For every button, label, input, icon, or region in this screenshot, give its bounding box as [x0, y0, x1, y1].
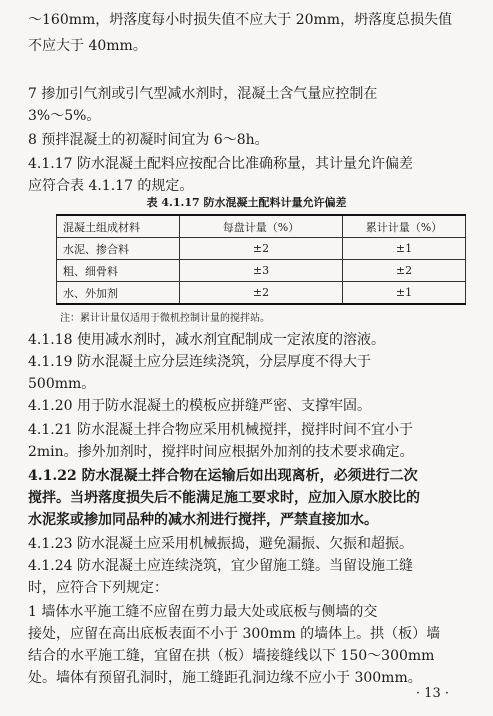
clause-4-1-19: 4.1.19 防水混凝土应分层连续浇筑，分层厚度不得大于 [28, 354, 371, 370]
clause-4-1-23: 4.1.23 防水混凝土应采用机械振捣，避免漏振、欠振和超振。 [28, 536, 413, 552]
text-line: 应符合表 4.1.17 的规定。 [28, 178, 194, 194]
table-cell: ±2 [180, 238, 343, 260]
clause-4-1-21: 4.1.21 防水混凝土拌合物应采用机械搅拌，搅拌时间不宜小于 [28, 422, 413, 438]
text-line: 1 墙体水平施工缝不应留在剪力最大处或底板与侧墙的交 [28, 604, 378, 620]
text-line: 500mm。 [28, 376, 96, 392]
table-row [57, 282, 466, 305]
column-header: 混凝土组成材料 [57, 215, 180, 238]
table-cell: ±1 [343, 238, 466, 260]
clause-4-1-20: 4.1.20 用于防水混凝土的模板应拼缝严密、支撑牢固。 [28, 398, 371, 414]
table-caption: 表 4.1.17 防水混凝土配料计量允许偏差 [146, 196, 347, 209]
text-line: 3%～5%。 [28, 108, 101, 124]
table-cell: 水、外加剂 [57, 282, 180, 305]
table-note: 注：累计计量仅适用于微机控制计量的搅拌站。 [60, 313, 270, 324]
clause-4-1-22: 4.1.22 防水混凝土拌合物在运输后如出现离析，必须进行二次 [28, 468, 418, 484]
column-header: 累计计量（%） [343, 215, 466, 238]
text-line: ～160mm，坍落度每小时损失值不应大于 20mm，坍落度总损失值 [28, 12, 453, 28]
page-number: · 13 · [415, 686, 449, 701]
text-line: 时，应符合下列规定： [28, 580, 168, 596]
text-line: 处。墙体有预留孔洞时，施工缝距孔洞边缘不应小于 300mm。 [28, 670, 422, 686]
table-cell: ±2 [343, 260, 466, 282]
table-cell: ±1 [343, 282, 466, 305]
text-line: 水泥浆或掺加同品种的减水剂进行搅拌，严禁直接加水。 [28, 512, 378, 528]
text-line: 接处，应留在高出底板表面不小于 300mm 的墙体上。拱（板）墙 [28, 626, 441, 642]
table-cell: ±3 [180, 260, 343, 282]
tolerance-table [56, 214, 466, 305]
text-line: 7 掺加引气剂或引气型减水剂时，混凝土含气量应控制在 [28, 86, 378, 102]
clause-4-1-17: 4.1.17 防水混凝土配料应按配合比准确称量，其计量允许偏差 [28, 156, 413, 172]
column-header: 每盘计量（%） [180, 215, 343, 238]
table-header-row [57, 215, 466, 238]
table-row [57, 238, 466, 260]
clause-4-1-24: 4.1.24 防水混凝土应连续浇筑，宜少留施工缝。当留设施工缝 [28, 558, 413, 574]
clause-4-1-18: 4.1.18 使用减水剂时，减水剂宜配制成一定浓度的溶液。 [28, 332, 385, 348]
text-line: 2min。掺外加剂时，搅拌时间应根据外加剂的技术要求确定。 [28, 444, 414, 460]
table-row [57, 260, 466, 282]
table-cell: 水泥、掺合料 [57, 238, 180, 260]
text-line: 结合的水平施工缝，宜留在拱（板）墙接缝线以下 150～300mm [28, 648, 435, 664]
table-cell: ±2 [180, 282, 343, 305]
text-line: 8 预拌混凝土的初凝时间宜为 6～8h。 [28, 132, 269, 148]
text-line: 搅拌。当坍落度损失后不能满足施工要求时，应加入原水胶比的 [28, 490, 420, 506]
table-cell: 粗、细骨料 [57, 260, 180, 282]
text-line: 不应大于 40mm。 [28, 38, 147, 54]
